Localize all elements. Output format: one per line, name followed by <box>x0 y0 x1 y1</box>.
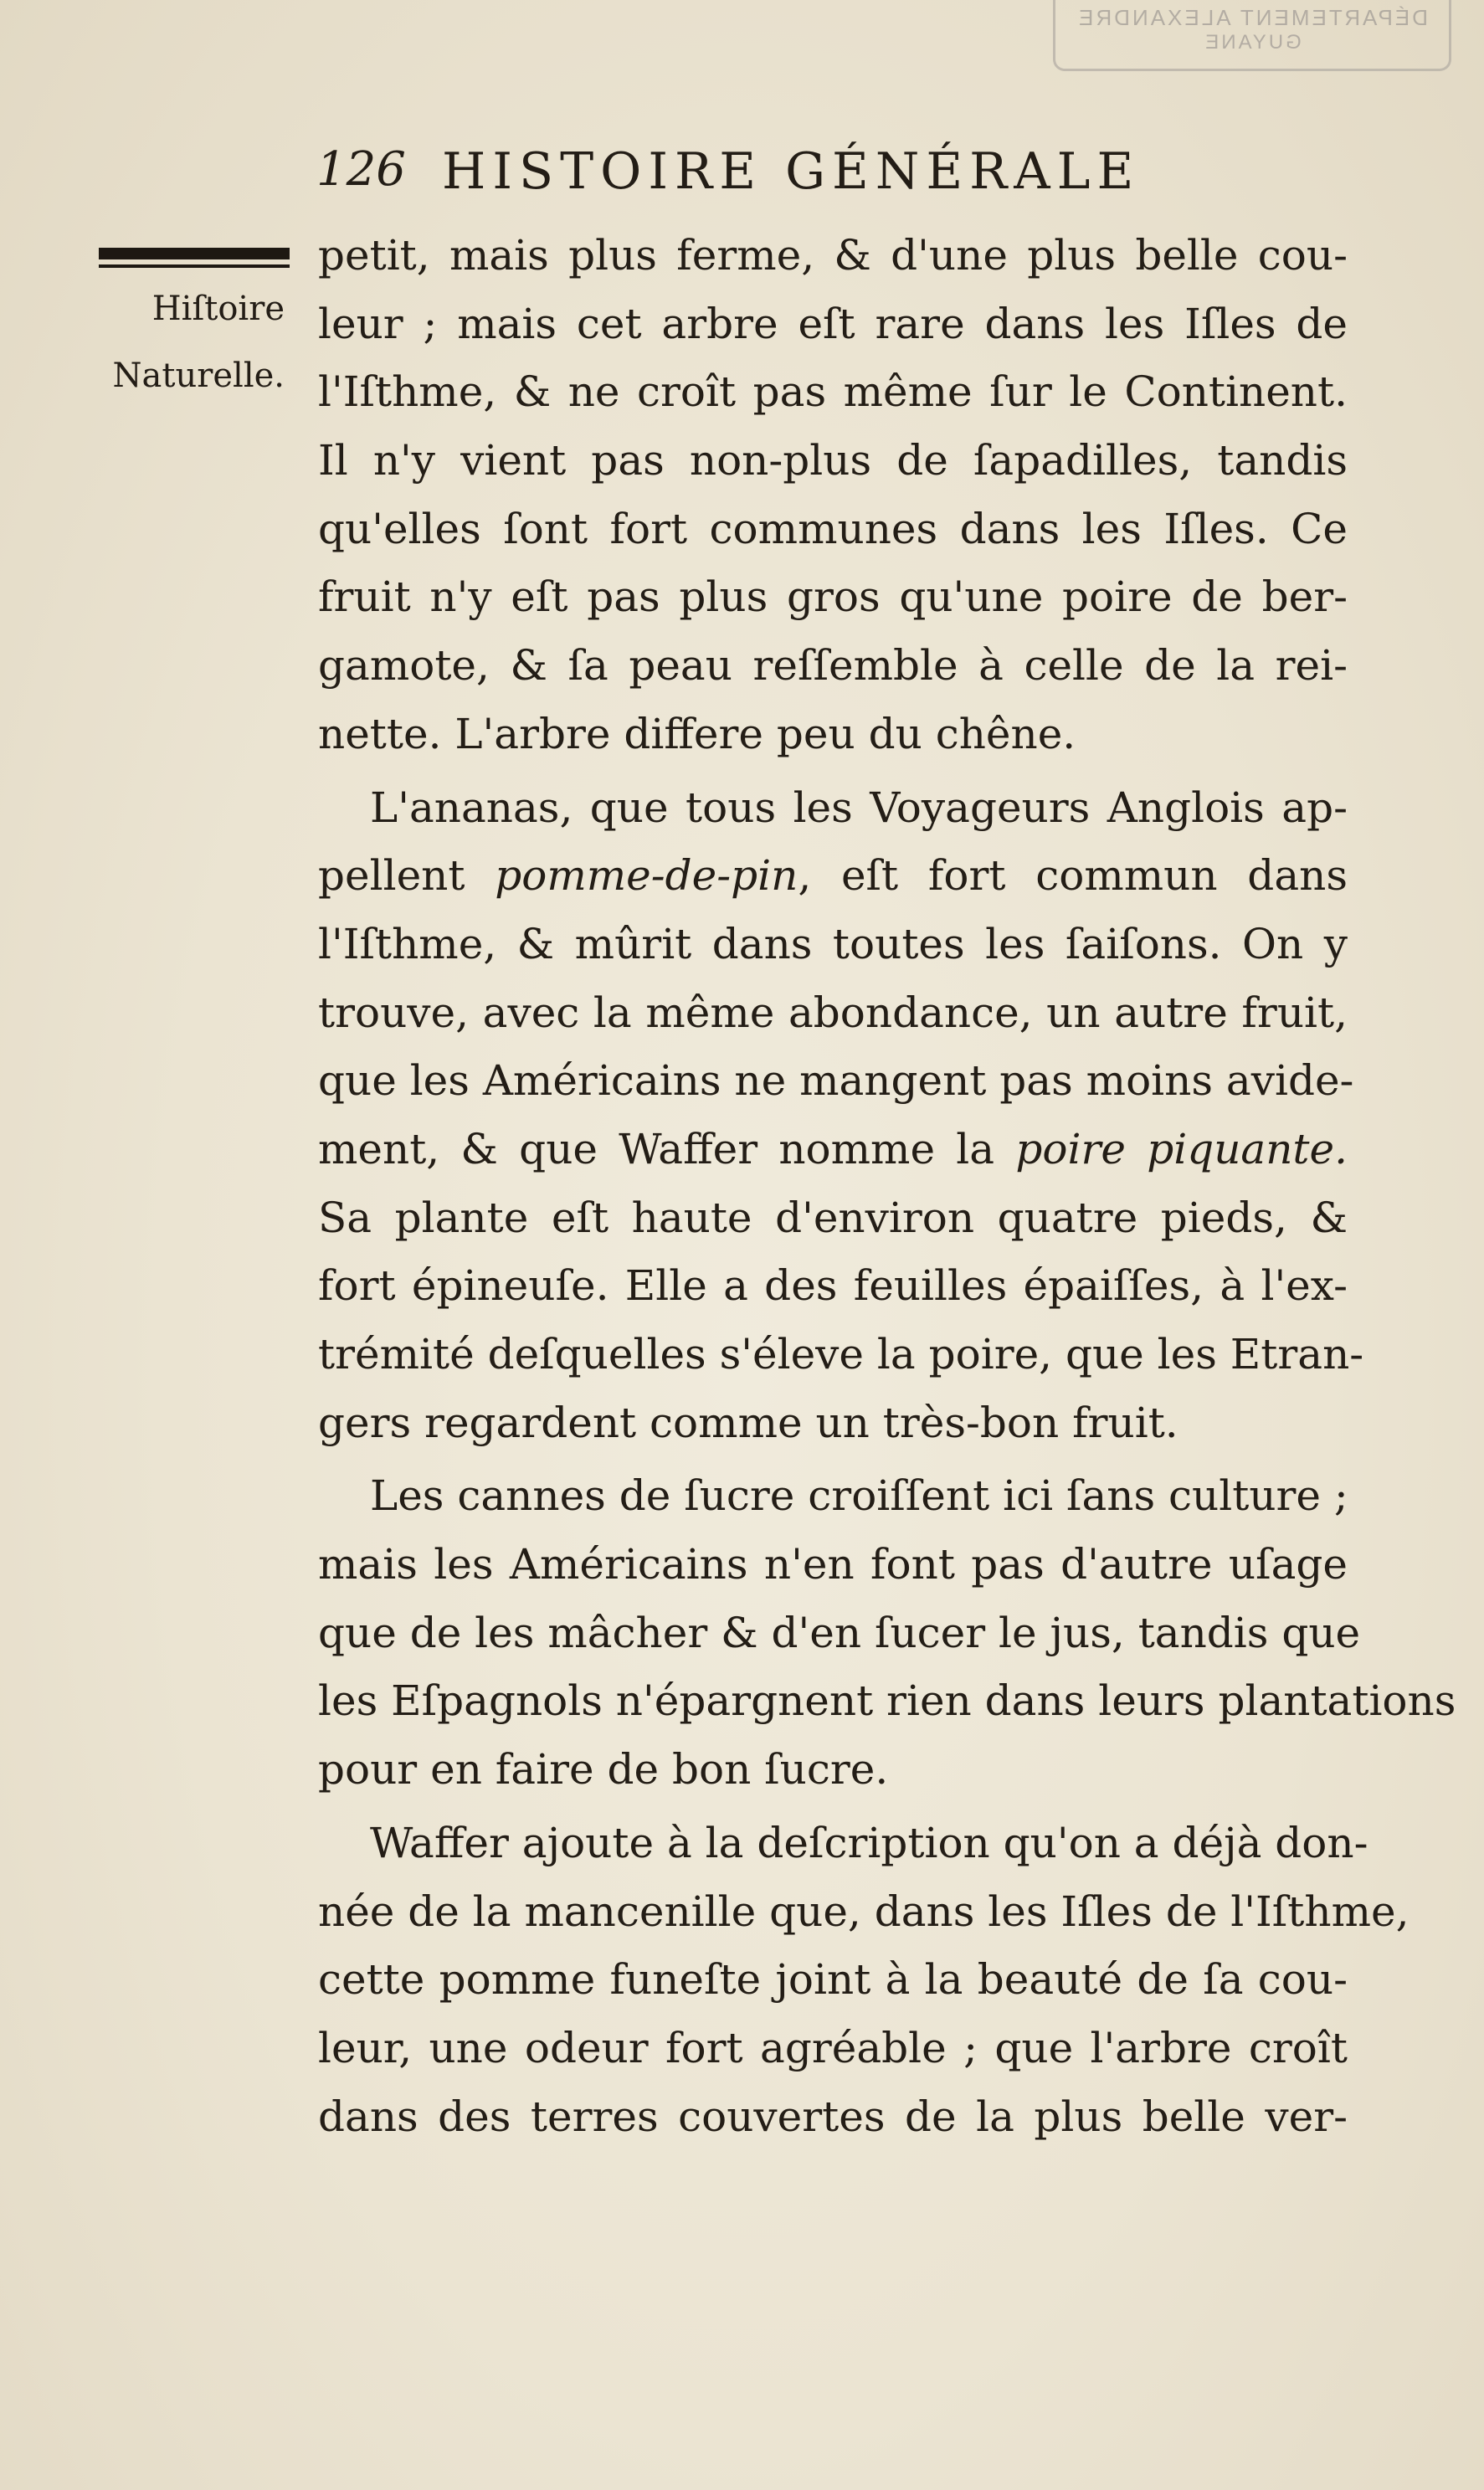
text-run: ment, & que Waffer nomme la <box>318 1124 995 1173</box>
text-line: trouve, avec la même abondance, un autre fruit, <box>318 988 1348 1037</box>
text-line: fort épineuſe. Elle a des feuilles épaiſſes, à l'ex- <box>318 1261 1348 1311</box>
text-line: gamote, & ſa peau reſſemble à celle de la rei- <box>318 641 1348 691</box>
running-title: HISTOIRE GÉNÉRALE <box>442 142 1141 201</box>
text-line: l'Iſthme, & mûrit dans toutes les ſaiſons. On y <box>318 919 1348 968</box>
text-line-mixed <box>318 1116 1348 1184</box>
text-line: trémité deſquelles s'éleve la poire, que les Etran- <box>318 1330 1364 1378</box>
text-line: petit, mais plus ferme, & d'une plus belle cou- <box>318 231 1348 280</box>
page-number: 126 <box>316 142 406 197</box>
text-line: nette. L'arbre differe peu du chêne. <box>318 709 1076 758</box>
margin-note-line-2: Naturelle. <box>112 357 285 395</box>
text-line: les Eſpagnols n'épargnent rien dans leurs plantations <box>318 1676 1456 1726</box>
text-line: leur, une odeur fort agréable ; que l'arbre croît <box>318 2023 1348 2072</box>
body-text <box>318 222 1456 2151</box>
text-line: mais les Américains n'en font pas d'autre uſage <box>318 1540 1348 1589</box>
text-line: fruit n'y eſt pas plus gros qu'une poire de ber- <box>318 572 1348 622</box>
text-line: dans des terres couvertes de la plus belle ver- <box>318 2092 1348 2141</box>
text-line: Waffer ajoute à la deſcription qu'on a déjà don- <box>370 1818 1368 1867</box>
text-line: L'ananas, que tous les Voyageurs Anglois ap- <box>370 783 1348 832</box>
text-line: gers regardent comme un très-bon fruit. <box>318 1398 1178 1447</box>
italic-term: poire piquante. <box>1015 1124 1348 1173</box>
text-line: pour en faire de bon ſucre. <box>318 1745 889 1794</box>
text-line: l'Iſthme, & ne croît pas même ſur le Continent. <box>318 367 1348 417</box>
stamp-line-1: DÉPARTEMENT ALEXANDRE <box>1076 5 1428 30</box>
text-line: Les cannes de ſucre croiſſent ici ſans culture ; <box>370 1471 1348 1521</box>
running-header <box>316 134 1237 209</box>
text-run: pellent <box>318 851 465 901</box>
margin-note-line-1: Hiſtoire <box>151 290 285 328</box>
text-line: née de la mancenille que, dans les Iſles de l'Iſthme, <box>318 1887 1410 1936</box>
text-line: leur ; mais cet arbre eſt rare dans les Iſles de <box>318 299 1348 348</box>
text-line: que les Américains ne mangent pas moins avide- <box>318 1056 1354 1106</box>
text-line: qu'elles ſont fort communes dans les Iſles. Ce <box>318 504 1348 553</box>
text-line: Sa plante eſt haute d'environ quatre pieds, & <box>318 1193 1348 1242</box>
italic-term: pomme-de-pin <box>495 851 798 901</box>
text-line: que de les mâcher & d'en ſucer le jus, tandis que <box>318 1608 1361 1657</box>
text-line: cette pomme funeſte joint à la beauté de ſa cou- <box>318 1955 1348 2005</box>
text-run: , eſt fort commun dans <box>798 851 1348 901</box>
margin-rule <box>99 248 290 259</box>
library-stamp <box>1053 0 1451 71</box>
stamp-line-2: GUYANE <box>1203 31 1302 54</box>
text-line-mixed <box>318 842 1348 911</box>
text-line: Il n'y vient pas non-plus de ſapadilles, tandis <box>318 436 1348 485</box>
